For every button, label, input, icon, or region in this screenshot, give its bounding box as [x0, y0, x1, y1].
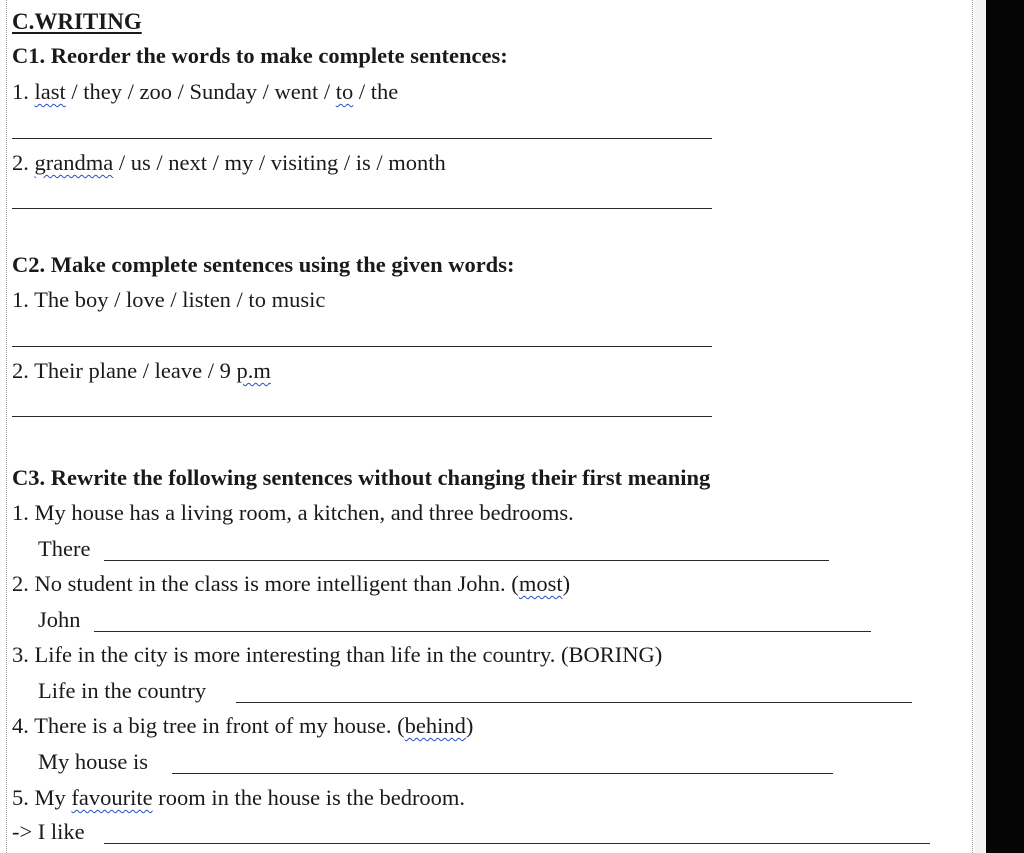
- c2-item-1: [12, 289, 325, 312]
- word-grandma: grandma: [34, 150, 114, 175]
- c3-item-2: [12, 573, 570, 596]
- c3-prompt-2: John: [38, 607, 81, 632]
- answer-line-c1-2[interactable]: [12, 208, 712, 209]
- item-number: 3.: [12, 642, 35, 667]
- answer-line-c3-5[interactable]: [104, 843, 930, 844]
- c3-item-5: [12, 787, 465, 810]
- item-number: 1.: [12, 79, 35, 104]
- scan-gap: [975, 0, 986, 853]
- item-text: No student in the class is more intelligent than John. (: [34, 571, 519, 596]
- answer-line-c2-2[interactable]: [12, 416, 712, 417]
- item-text: There is a big tree in front of my house. (: [34, 713, 405, 738]
- item-text: ): [465, 713, 474, 738]
- page-right-border: [972, 0, 973, 853]
- item-text: My house has a living room, a kitchen, and three bedrooms.: [34, 500, 574, 525]
- c3-prompt-1: There: [38, 536, 91, 561]
- item-number: 2.: [12, 358, 35, 383]
- word-favourite: favourite: [71, 785, 153, 810]
- c2-item-2: [12, 360, 271, 383]
- item-number: 5.: [12, 785, 35, 810]
- word-last: last: [34, 79, 66, 104]
- item-text: / us / next / my / visiting / is / month: [113, 150, 446, 175]
- item-text: room in the house is the bedroom.: [152, 785, 466, 810]
- item-text: / the: [353, 79, 399, 104]
- item-number: 2.: [12, 571, 35, 596]
- c3-prompt-3: Life in the country: [38, 678, 207, 703]
- c3-item-1: [12, 502, 574, 525]
- answer-line-c3-4[interactable]: [172, 773, 833, 774]
- item-text: / they / zoo / Sunday / went /: [65, 79, 336, 104]
- item-text: Life in the city is more interesting than life in the country. (BORING): [34, 642, 663, 667]
- word-most: most: [518, 571, 563, 596]
- c1-item-2: [12, 152, 446, 175]
- dark-right-edge: [986, 0, 1024, 853]
- c3-prompt-5: -> I like: [12, 819, 85, 844]
- answer-line-c3-1[interactable]: [104, 560, 829, 561]
- item-number: 2.: [12, 150, 35, 175]
- item-number: 4.: [12, 713, 35, 738]
- item-text: The boy / love / listen / to music: [34, 287, 326, 312]
- item-text: ): [562, 571, 571, 596]
- c1-heading: C1. Reorder the words to make complete sentences:: [12, 43, 508, 68]
- c2-heading: C2. Make complete sentences using the given words:: [12, 252, 515, 277]
- answer-line-c1-1[interactable]: [12, 138, 712, 139]
- answer-line-c3-2[interactable]: [94, 631, 871, 632]
- item-number: 1.: [12, 287, 35, 312]
- c3-item-3: [12, 644, 662, 667]
- c1-item-1: [12, 81, 398, 104]
- answer-line-c2-1[interactable]: [12, 346, 712, 347]
- section-title: C.WRITING: [12, 9, 142, 34]
- word-behind: behind: [404, 713, 466, 738]
- c3-item-4: [12, 715, 473, 738]
- answer-line-c3-3[interactable]: [236, 702, 912, 703]
- page-left-border: [6, 0, 7, 853]
- c3-prompt-4: My house is: [38, 749, 149, 774]
- item-text: My: [34, 785, 72, 810]
- word-to: to: [335, 79, 354, 104]
- word-pm: p.m: [236, 358, 271, 383]
- item-number: 1.: [12, 500, 35, 525]
- c3-heading: C3. Rewrite the following sentences without changing their first meaning: [12, 465, 711, 490]
- item-text: Their plane / leave / 9: [34, 358, 237, 383]
